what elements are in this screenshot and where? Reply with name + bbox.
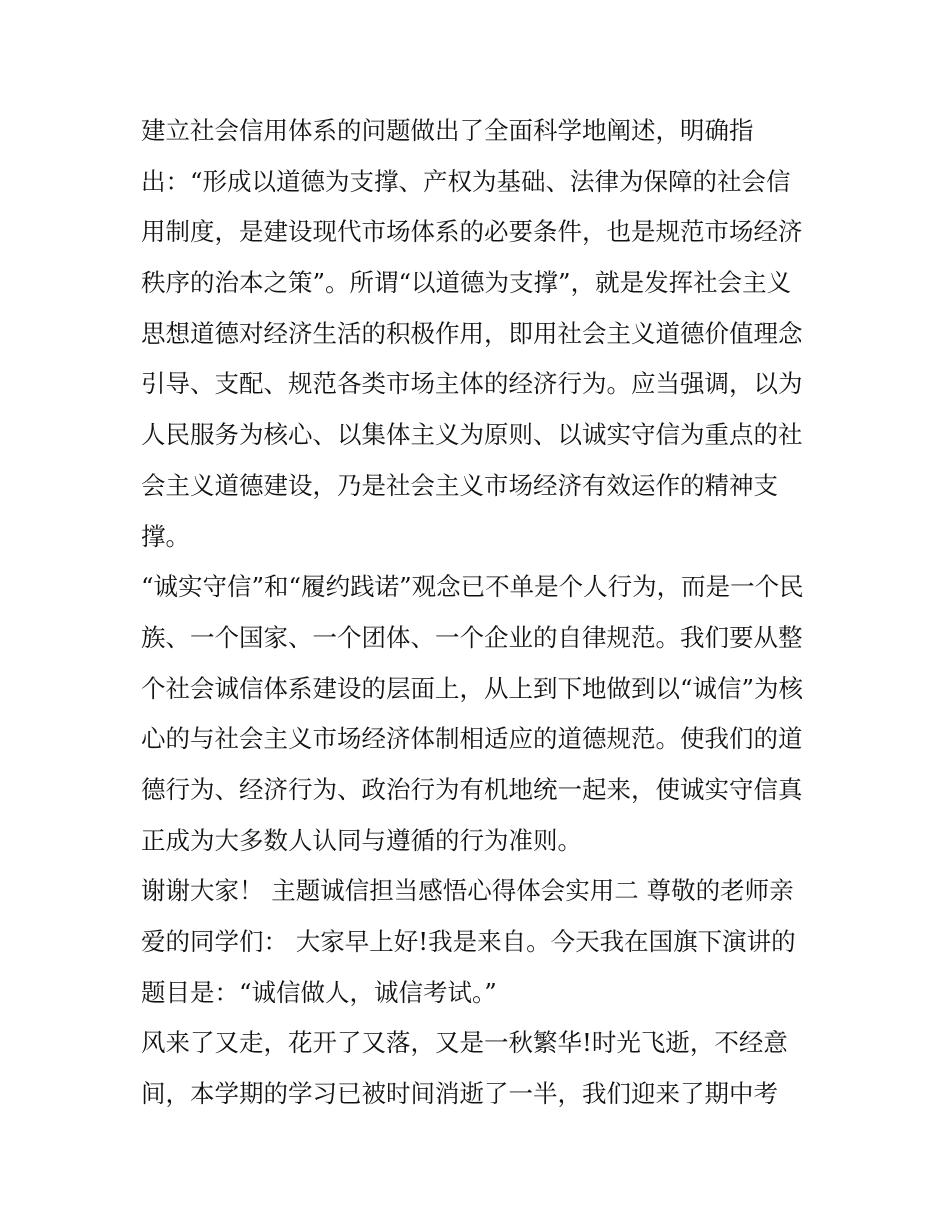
- text-line: 个社会诚信体系建设的层面上，从上到下地做到以“诚信”为核: [141, 673, 804, 703]
- text-line: 风来了又走，花开了又落，又是一秋繁华!时光飞逝，不经意: [141, 1028, 788, 1058]
- text-line: 爱的同学们： 大家早上好!我是来自。今天我在国旗下演讲的: [141, 927, 796, 956]
- text-line: 间，本学期的学习已被时间消逝了一半，我们迎来了期中考: [141, 1079, 778, 1109]
- text-line: 德行为、经济行为、政治行为有机地统一起来，使诚实守信真: [141, 774, 803, 804]
- text-line: 题目是：“诚信做人，诚信考试。”: [141, 977, 497, 1007]
- text-line: 会主义道德建设，乃是社会主义市场经济有效运作的精神支: [141, 470, 778, 500]
- text-line: 族、一个国家、一个团体、一个企业的自律规范。我们要从整: [141, 622, 803, 652]
- text-line: 正成为大多数人认同与遵循的行为准则。: [141, 825, 582, 855]
- body-text: [141, 106, 821, 1120]
- text-line: 出：“形成以道德为支撑、产权为基础、法律为保障的社会信: [141, 166, 791, 196]
- text-line: 谢谢大家！ 主题诚信担当感悟心得体会实用二 尊敬的老师亲: [141, 876, 794, 906]
- text-line: 用制度，是建设现代市场体系的必要条件，也是规范市场经济: [141, 217, 803, 247]
- text-line: 建立社会信用体系的问题做出了全面科学地阐述，明确指: [141, 116, 754, 145]
- text-line: 思想道德对经济生活的积极作用，即用社会主义道德价值理念: [141, 318, 803, 348]
- text-line: 人民服务为核心、以集体主义为原则、以诚实守信为重点的社: [141, 420, 803, 450]
- text-line: 心的与社会主义市场经济体制相适应的道德规范。使我们的道: [141, 724, 803, 754]
- text-line: 引导、支配、规范各类市场主体的经济行为。应当强调，以为: [141, 369, 803, 399]
- text-line: 秩序的治本之策”。所谓“以道德为支撑”，就是发挥社会主义: [141, 268, 792, 298]
- text-line: 撑。: [141, 521, 190, 551]
- text-line: “诚实守信”和“履约践诺”观念已不单是个人行为，而是一个民: [141, 572, 804, 602]
